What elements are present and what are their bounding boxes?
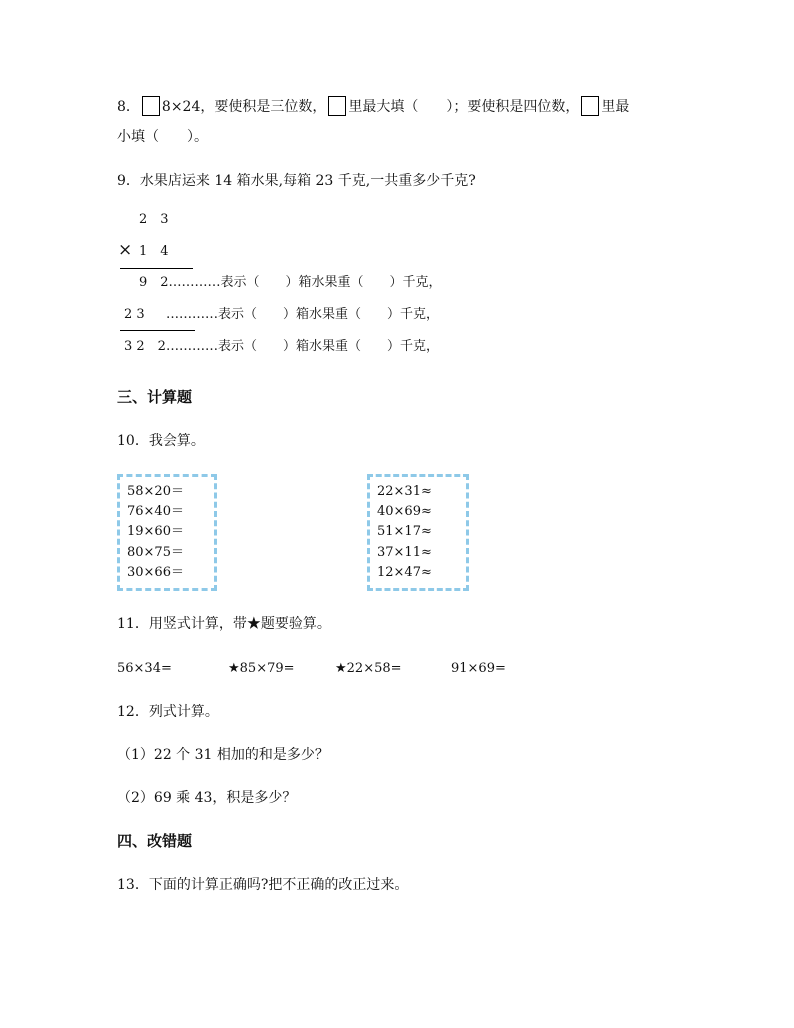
vertical-calc-item: 91×69=: [451, 661, 506, 676]
first-result-line: [120, 268, 193, 269]
calc-item: 76×40＝: [127, 504, 184, 520]
estimate-item: 22×31≈: [377, 484, 432, 499]
second-result-line: [120, 330, 195, 331]
right-calc-list: [377, 482, 432, 583]
blank-box[interactable]: [581, 96, 599, 116]
final-product: 3 2 2…………表示（ ）箱水果重（ ）千克，: [124, 339, 439, 354]
question-9-text: 9．水果店运来 14 箱水果,每箱 23 千克,一共重多少千克?: [117, 173, 476, 189]
blank-box[interactable]: [328, 96, 346, 116]
question-12-sub-2: （2）69 乘 43，积是多少？: [117, 790, 297, 806]
multiplicand: 2 3: [139, 212, 169, 227]
question-12-text: 12．列式计算。: [117, 704, 219, 720]
estimate-item: 51×17≈: [377, 524, 432, 540]
question-11-text: 11．用竖式计算，带★题要验算。: [117, 616, 331, 632]
partial-product-2-text: …………表示（ ）箱水果重（ ）千克，: [166, 307, 440, 322]
estimate-item: 40×69≈: [377, 504, 432, 520]
vertical-calc-item: 56×34=: [117, 661, 172, 676]
estimate-item: 12×47≈: [377, 564, 432, 580]
estimate-item: 37×11≈: [377, 544, 432, 560]
partial-product-1: 9 2…………表示（ ）箱水果重（ ）千克，: [139, 275, 442, 290]
section-4-heading: 四、改错题: [117, 832, 193, 850]
section-3-heading: 三、计算题: [117, 388, 193, 406]
partial-product-2-digits: 2 3: [124, 307, 145, 322]
question-10-text: 10．我会算。: [117, 433, 205, 449]
question-8-number: 8．: [117, 99, 140, 115]
calc-item: 19×60＝: [127, 524, 184, 540]
question-13-text: 13．下面的计算正确吗?把不正确的改正过来。: [117, 877, 409, 893]
multiplier: 1 4: [139, 244, 169, 259]
times-sign: ×: [118, 240, 133, 260]
vertical-calc-item-star: ★22×58=: [335, 661, 402, 676]
calc-item: 80×75＝: [127, 544, 184, 560]
calc-item: 58×20＝: [127, 484, 184, 499]
question-8-line1: 8． 8×24，要使积是三位数， 里最大填（ ）；要使积是四位数， 里最: [117, 96, 629, 117]
vertical-calc-item-star: ★85×79=: [228, 661, 295, 676]
left-calc-list: [127, 482, 184, 583]
calc-item: 30×66＝: [127, 564, 184, 580]
question-8-line2: 小填（ ）。: [117, 129, 208, 145]
blank-box[interactable]: [142, 96, 160, 116]
question-12-sub-1: （1）22 个 31 相加的和是多少？: [117, 747, 329, 763]
